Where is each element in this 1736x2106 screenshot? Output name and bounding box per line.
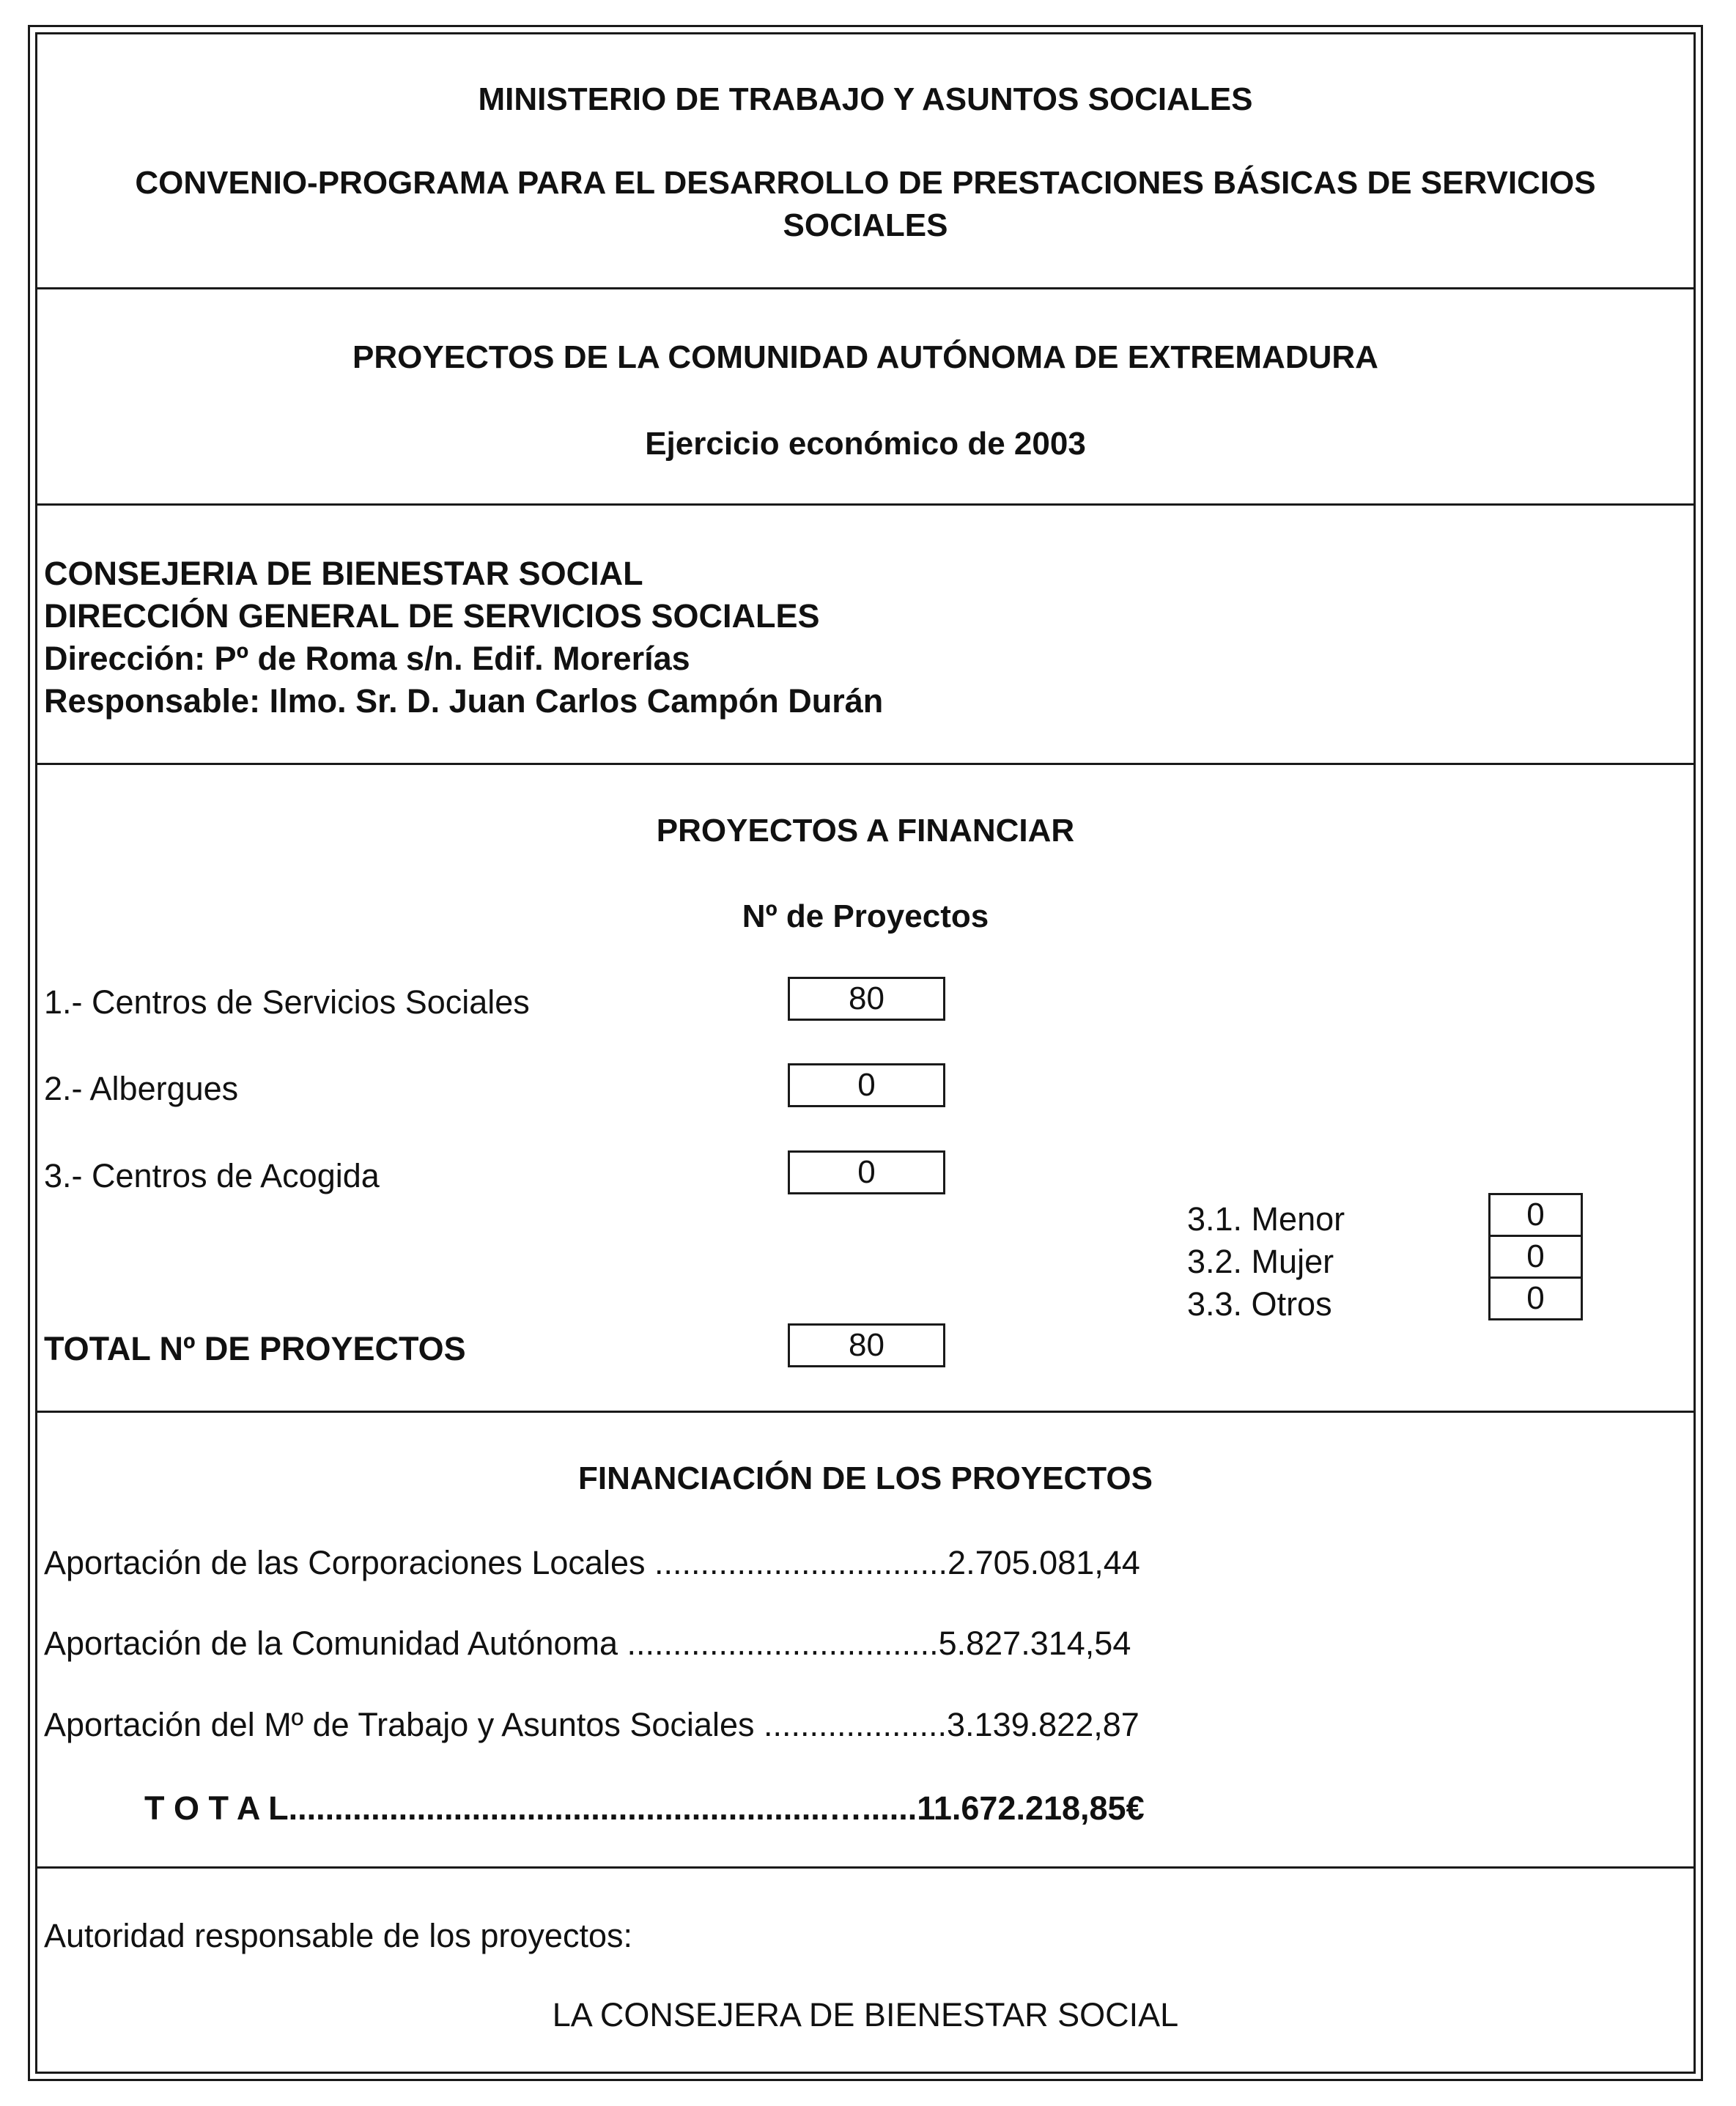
subitem-label: 3.2. Mujer [1187,1243,1334,1280]
projects-to-finance-title: PROYECTOS A FINANCIAR [656,813,1075,849]
direccion-general-name: DIRECCIÓN GENERAL DE SERVICIOS SOCIALES [44,597,820,635]
financing-line: Aportación de las Corporaciones Locales ................................2.705.081,44 [44,1544,1140,1581]
community-projects-title: PROYECTOS DE LA COMUNIDAD AUTÓNOMA DE EXTREMADURA [352,339,1378,375]
section-divider [35,503,1696,506]
fiscal-year: Ejercicio económico de 2003 [645,426,1086,462]
financing-title: FINANCIACIÓN DE LOS PROYECTOS [578,1460,1153,1496]
financing-line: Aportación del Mº de Trabajo y Asuntos Sociales ....................3.139.822,87 [44,1706,1140,1743]
subitem-value-box: 0 [1488,1235,1583,1279]
section-divider [35,287,1696,289]
project-count-header: Nº de Proyectos [742,898,989,934]
subitem-value-box: 0 [1488,1193,1583,1237]
document-inner-border [35,32,1696,2074]
total-projects-value-box: 80 [788,1323,945,1367]
consejeria-name: CONSEJERIA DE BIENESTAR SOCIAL [44,555,643,592]
section-divider [35,763,1696,765]
section-divider [35,1866,1696,1869]
subitem-label: 3.1. Menor [1187,1200,1345,1238]
agency-responsible: Responsable: Ilmo. Sr. D. Juan Carlos Campón Durán [44,682,884,720]
authority-label: Autoridad responsable de los proyectos: [44,1917,632,1954]
financing-total: T O T A L...........................................................…......11.672.218,85€ [144,1789,1145,1827]
project-item-value-box: 0 [788,1150,945,1194]
agency-address: Dirección: Pº de Roma s/n. Edif. Morerías [44,640,690,677]
authority-signatory: LA CONSEJERA DE BIENESTAR SOCIAL [552,1996,1179,2033]
project-item-value-box: 80 [788,977,945,1021]
subitem-label: 3.3. Otros [1187,1285,1332,1323]
project-item-label: 2.- Albergues [44,1070,239,1107]
section-divider [35,1411,1696,1413]
project-item-value-box: 0 [788,1063,945,1107]
financing-line: Aportación de la Comunidad Autónoma ..................................5.827.314,54 [44,1625,1131,1662]
project-item-label: 1.- Centros de Servicios Sociales [44,983,530,1021]
subitem-value-box: 0 [1488,1276,1583,1320]
program-title-line1: CONVENIO-PROGRAMA PARA EL DESARROLLO DE PRESTACIONES BÁSICAS DE SERVICIOS [135,165,1596,201]
total-projects-label: TOTAL Nº DE PROYECTOS [44,1330,466,1367]
ministry-title: MINISTERIO DE TRABAJO Y ASUNTOS SOCIALES [478,81,1253,117]
program-title-line2: SOCIALES [783,207,948,243]
project-item-label: 3.- Centros de Acogida [44,1157,380,1194]
